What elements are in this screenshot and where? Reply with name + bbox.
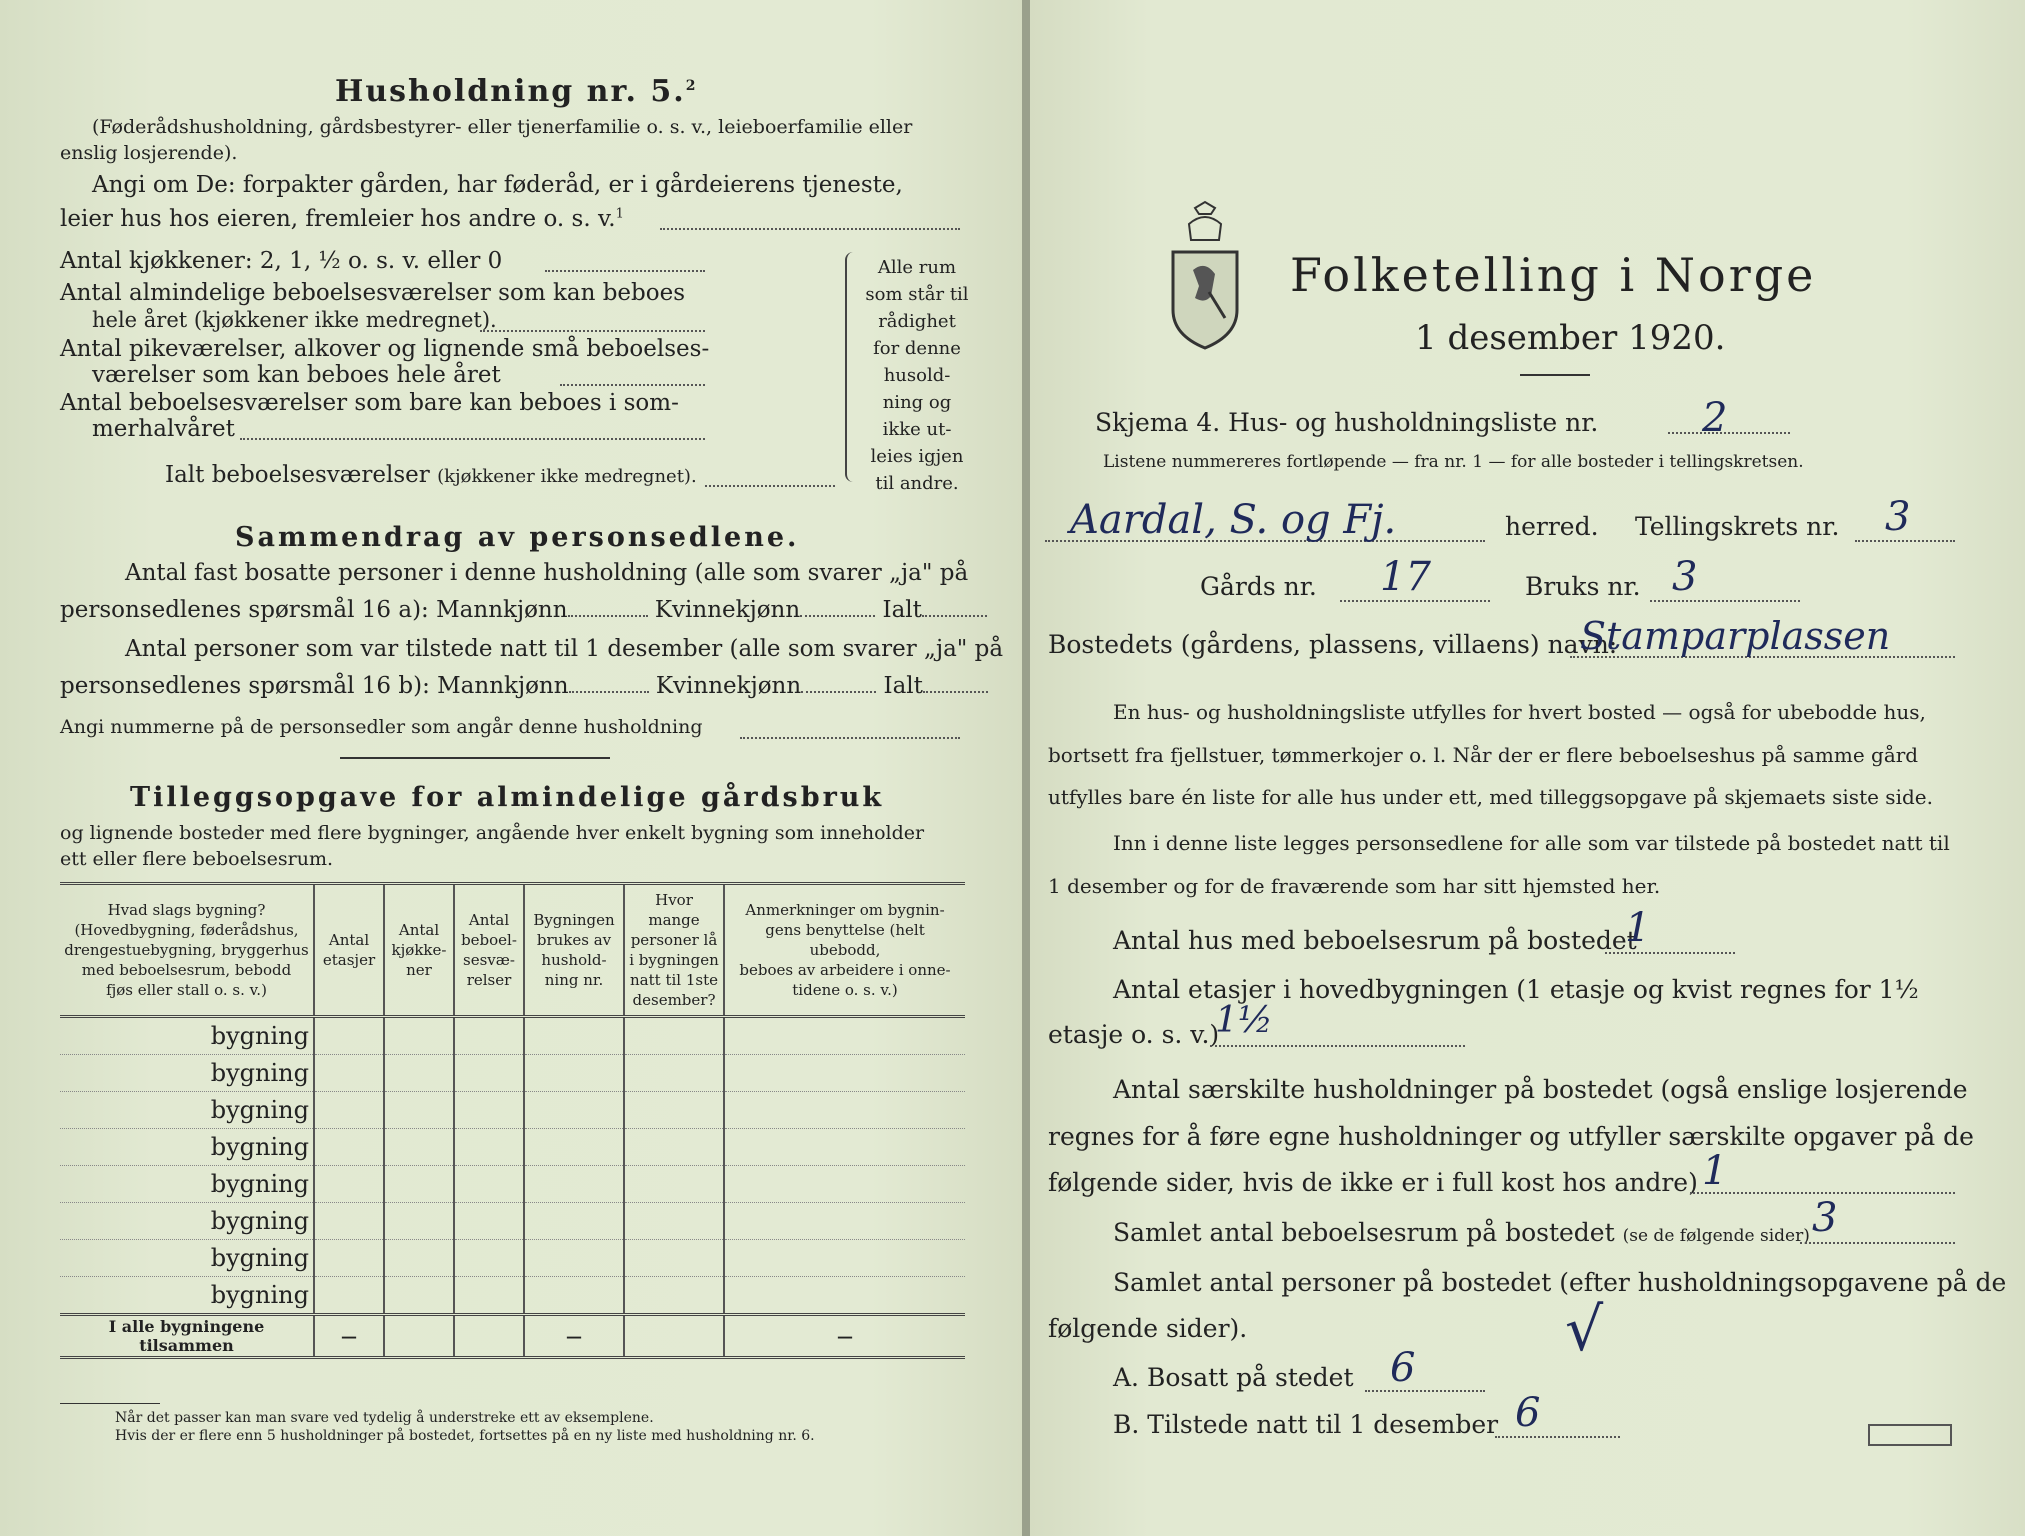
houses-label: Antal hus med beboelsesrum på bostedet bbox=[1113, 926, 1637, 955]
instruction-5: 1 desember og for de fraværende som har sitt hjemsted her. bbox=[1048, 874, 1661, 898]
maid-rooms-label-1: Antal pikeværelser, alkover og lignende små beboelses- bbox=[60, 336, 710, 362]
household-angi-1: Angi om De: forpakter gården, har føderåd, er i gårdeierens tjeneste, bbox=[92, 172, 903, 198]
rooms-side-note bbox=[862, 254, 972, 497]
supplement-title: Tilleggsopgave for almindelige gårdsbruk bbox=[130, 782, 885, 813]
households-line bbox=[1690, 1192, 1955, 1194]
table-row bbox=[60, 1017, 965, 1055]
side-note-line: husold- bbox=[883, 365, 951, 386]
households-label-1: Antal særskilte husholdninger på bostedet (også enslige losjerende bbox=[1113, 1075, 1968, 1104]
footnote-1: Når det passer kan man svare ved tydelig å understreke ett av eksemplene. bbox=[115, 1410, 654, 1426]
municipality-value[interactable]: Aardal, S. og Fj. bbox=[1070, 497, 1397, 543]
present-line bbox=[1495, 1436, 1620, 1438]
ordinary-rooms-label-1: Antal almindelige beboelsesværelser som kan beboes bbox=[60, 280, 686, 306]
supplement-line-1: og lignende bosteder med flere bygninger, angående hver enkelt bygning som inneholder bbox=[60, 822, 925, 844]
holding-number-line bbox=[1650, 600, 1800, 602]
side-note-line: som står til bbox=[865, 284, 969, 305]
total-label: I alle bygningene tilsammen bbox=[60, 1315, 314, 1358]
list-number-value[interactable]: 2 bbox=[1702, 395, 1728, 441]
brace bbox=[845, 252, 857, 482]
list-number-line bbox=[1668, 432, 1790, 434]
houses-line bbox=[1605, 952, 1735, 954]
total-persons-label-2: følgende sider). bbox=[1048, 1314, 1248, 1343]
summer-rooms-label-1: Antal beboelsesværelser som bare kan beboes i som- bbox=[60, 390, 679, 416]
table-row bbox=[60, 1092, 965, 1129]
houses-value[interactable]: 1 bbox=[1625, 905, 1651, 951]
col-floors: Antal etasjer bbox=[314, 884, 384, 1017]
households-value[interactable]: 1 bbox=[1702, 1148, 1728, 1194]
floors-value[interactable]: 1½ bbox=[1215, 1000, 1273, 1041]
summary-line-3: Antal personer som var tilstede natt til 1 desember (alle som svarer „ja" på bbox=[125, 636, 1004, 662]
total-household: — bbox=[524, 1315, 624, 1358]
table-row bbox=[60, 1166, 965, 1203]
building-label: bygning bbox=[60, 1166, 314, 1203]
total-floors: — bbox=[314, 1315, 384, 1358]
building-label: bygning bbox=[60, 1129, 314, 1166]
building-label: bygning bbox=[60, 1092, 314, 1129]
supplement-line-2: ett eller flere beboelsesrum. bbox=[60, 848, 334, 870]
households-label-3: følgende sider, hvis de ikke er i full kost hos andre) bbox=[1048, 1168, 1698, 1197]
total-rooms-line bbox=[1800, 1242, 1955, 1244]
col-rooms: Antal beboel- sesvæ- relser bbox=[454, 884, 524, 1017]
building-label: bygning bbox=[60, 1277, 314, 1315]
building-label: bygning bbox=[60, 1240, 314, 1277]
side-note-line: ikke ut- bbox=[882, 419, 952, 440]
summary-title: Sammendrag av personsedlene. bbox=[235, 522, 800, 553]
resident-label: A. Bosatt på stedet bbox=[1113, 1363, 1354, 1392]
col-persons: Hvor mange personer lå i bygningen natt til 1ste desember? bbox=[624, 884, 724, 1017]
district-line bbox=[1855, 540, 1955, 542]
holding-number-value[interactable]: 3 bbox=[1672, 554, 1698, 600]
numbering-note: Listene nummereres fortløpende — fra nr. 1 — for alle bosteder i tellingskretsen. bbox=[1103, 452, 1804, 472]
coat-of-arms-icon bbox=[1165, 200, 1245, 350]
building-label: bygning bbox=[60, 1055, 314, 1092]
footnote-rule bbox=[60, 1403, 160, 1404]
form-title: Folketelling i Norge bbox=[1290, 248, 1817, 302]
printer-stamp-icon bbox=[1868, 1424, 1952, 1446]
resident-value[interactable]: 6 bbox=[1390, 1345, 1416, 1391]
households-label-2: regnes for å føre egne husholdninger og utfyller særskilte opgaver på de bbox=[1048, 1122, 1974, 1151]
col-building-type: Hvad slags bygning? (Hovedbygning, føderådshus, drengestuebygning, bryggerhus med beboelsesrum, bebodd fjøs eller stall o. s. v.) bbox=[60, 884, 314, 1017]
table-row bbox=[60, 1203, 965, 1240]
floors-label-1: Antal etasjer i hovedbygningen (1 etasje og kvist regnes for 1½ bbox=[1113, 975, 1919, 1004]
col-household-no: Bygningen brukes av hushold- ning nr. bbox=[524, 884, 624, 1017]
side-note-line: for denne bbox=[873, 338, 961, 359]
summary-line-4: personsedlenes spørsmål 16 b): Mannkjønn Kvinnekjønn Ialt bbox=[60, 673, 988, 699]
numbers-fill-line[interactable] bbox=[740, 737, 960, 739]
instruction-4: Inn i denne liste legges personsedlene for alle som var tilstede på bostedet natt til bbox=[1113, 831, 1950, 855]
summer-rooms-label-2: merhalvåret bbox=[92, 416, 235, 442]
instruction-3: utfylles bare én liste for alle hus under ett, med tilleggsopgave på skjemaets siste side. bbox=[1048, 785, 1933, 809]
municipality-label: herred. bbox=[1505, 512, 1599, 541]
side-note-line: leies igjen bbox=[870, 446, 964, 467]
table-row bbox=[60, 1277, 965, 1315]
household-intro-2: enslig losjerende). bbox=[60, 142, 238, 164]
footnote-2: Hvis der er flere enn 5 husholdninger på bostedet, fortsettes på en ny liste med husholdning nr. 6. bbox=[115, 1428, 815, 1444]
side-note-line: til andre. bbox=[875, 473, 959, 494]
maid-rooms-fill-line[interactable] bbox=[560, 384, 705, 386]
buildings-table bbox=[60, 882, 965, 1359]
total-rooms-label: Ialt beboelsesværelser (kjøkkener ikke medregnet). bbox=[165, 462, 697, 488]
household-angi-2: leier hus hos eieren, fremleier hos andre o. s. v.$^1$ bbox=[60, 206, 624, 232]
household-title: Husholdning nr. 5.$^2$ bbox=[335, 74, 698, 109]
total-rooms-value[interactable]: 3 bbox=[1812, 1195, 1838, 1241]
holding-number-label: Bruks nr. bbox=[1525, 572, 1641, 601]
check-mark: √ bbox=[1565, 1295, 1604, 1365]
maid-rooms-label-2: værelser som kan beboes hele året bbox=[92, 362, 501, 388]
total-rooms-label-right: Samlet antal beboelsesrum på bostedet (se de følgende sider) bbox=[1113, 1218, 1810, 1247]
total-remarks: — bbox=[724, 1315, 965, 1358]
summary-line-1: Antal fast bosatte personer i denne husholdning (alle som svarer „ja" på bbox=[125, 560, 969, 586]
farm-number-label: Gårds nr. bbox=[1200, 572, 1317, 601]
present-label: B. Tilstede natt til 1 desember bbox=[1113, 1410, 1499, 1439]
table-row bbox=[60, 1129, 965, 1166]
building-label: bygning bbox=[60, 1203, 314, 1240]
kitchens-label: Antal kjøkkener: 2, 1, ½ o. s. v. eller 0 bbox=[60, 248, 503, 274]
place-name-label: Bostedets (gårdens, plassens, villaens) navn: bbox=[1048, 630, 1618, 659]
summer-rooms-fill-line[interactable] bbox=[240, 438, 705, 440]
resident-line bbox=[1365, 1390, 1485, 1392]
farm-number-line bbox=[1340, 600, 1490, 602]
table-row bbox=[60, 1055, 965, 1092]
angi-fill-line[interactable] bbox=[660, 228, 960, 230]
place-name-value[interactable]: Stamparplassen bbox=[1580, 614, 1891, 658]
title-rule bbox=[1520, 374, 1590, 376]
side-note-line: rådighet bbox=[878, 311, 956, 332]
side-note-line: ning og bbox=[882, 392, 952, 413]
total-rooms-fill-line[interactable] bbox=[705, 485, 835, 487]
building-label: bygning bbox=[60, 1017, 314, 1055]
household-intro-1: (Føderådshusholdning, gårdsbestyrer- eller tjenerfamilie o. s. v., leieboerfamilie eller bbox=[92, 116, 913, 138]
side-note-line: Alle rum bbox=[877, 257, 957, 278]
table-total-row bbox=[60, 1315, 965, 1358]
district-label: Tellingskrets nr. bbox=[1635, 512, 1840, 541]
numbers-label: Angi nummerne på de personsedler som angår denne husholdning bbox=[60, 716, 703, 738]
ordinary-rooms-fill-line[interactable] bbox=[480, 330, 705, 332]
table-row bbox=[60, 1240, 965, 1277]
total-persons-label-1: Samlet antal personer på bostedet (efter husholdningsopgavene på de bbox=[1113, 1268, 2007, 1297]
section-divider bbox=[340, 757, 610, 759]
col-kitchens: Antal kjøkke- ner bbox=[384, 884, 454, 1017]
floors-line bbox=[1210, 1045, 1465, 1047]
farm-number-value[interactable]: 17 bbox=[1380, 554, 1431, 600]
instruction-1: En hus- og husholdningsliste utfylles for hvert bosted — også for ubebodde hus, bbox=[1113, 700, 1926, 724]
present-value[interactable]: 6 bbox=[1515, 1390, 1541, 1436]
district-value[interactable]: 3 bbox=[1885, 494, 1911, 540]
col-remarks: Anmerkninger om bygnin- gens benyttelse (helt ubebodd, beboes av arbeidere i onne- tidene o. s. v.) bbox=[724, 884, 965, 1017]
floors-label-2: etasje o. s. v.) bbox=[1048, 1020, 1220, 1049]
form-date: 1 desember 1920. bbox=[1415, 318, 1726, 358]
schema-label: Skjema 4. Hus- og husholdningsliste nr. bbox=[1095, 408, 1599, 437]
summary-line-2: personsedlenes spørsmål 16 a): Mannkjønn Kvinnekjønn Ialt bbox=[60, 597, 987, 623]
instruction-2: bortsett fra fjellstuer, tømmerkojer o. l. Når der er flere beboelseshus på samme gård bbox=[1048, 743, 1919, 767]
kitchens-fill-line[interactable] bbox=[545, 270, 705, 272]
ordinary-rooms-label-2: hele året (kjøkkener ikke medregnet). bbox=[92, 308, 497, 332]
